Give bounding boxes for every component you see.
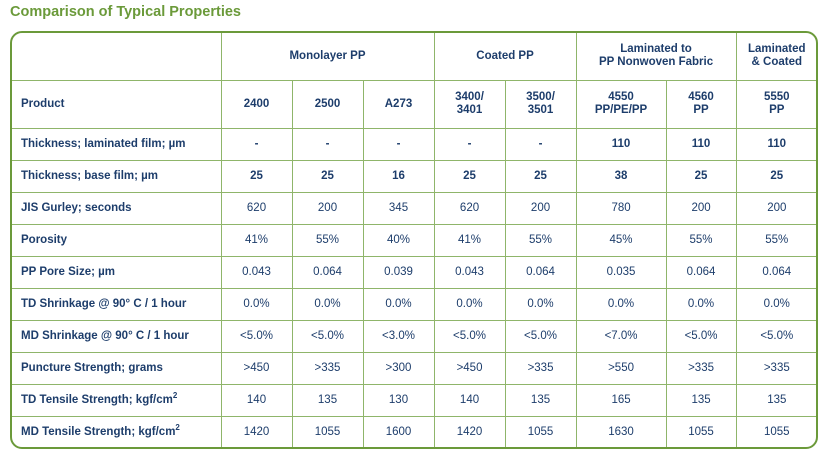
table-cell: 38 <box>576 160 666 192</box>
product-code-line1: 2400 <box>243 97 270 110</box>
table-cell: 0.035 <box>576 256 666 288</box>
table-cell: 1420 <box>434 416 505 448</box>
table-row <box>12 320 817 352</box>
table-cell: 0.064 <box>736 256 817 288</box>
table-cell: 0.0% <box>576 288 666 320</box>
product-code-line1: A273 <box>384 97 413 110</box>
row-label <box>12 352 221 384</box>
table-cell: 0.043 <box>434 256 505 288</box>
group-laminated-coated <box>736 33 817 80</box>
table-cell: 41% <box>221 224 292 256</box>
product-cell <box>434 80 505 128</box>
table-cell: <7.0% <box>576 320 666 352</box>
product-code-line2: PP <box>769 104 785 116</box>
table-cell: 0.064 <box>292 256 363 288</box>
table-cell: - <box>221 128 292 160</box>
table-cell: >450 <box>221 352 292 384</box>
product-row <box>12 80 817 128</box>
product-cell <box>666 80 736 128</box>
table-cell: 25 <box>666 160 736 192</box>
table-row <box>12 256 817 288</box>
table-cell: 0.0% <box>505 288 576 320</box>
unit-superscript: 2 <box>175 422 180 432</box>
product-cell <box>736 80 817 128</box>
table-cell: 55% <box>736 224 817 256</box>
table-cell: <5.0% <box>434 320 505 352</box>
table-cell: >300 <box>363 352 434 384</box>
table-cell: 25 <box>221 160 292 192</box>
table-cell: 130 <box>363 384 434 416</box>
product-cell <box>363 80 434 128</box>
table-cell: 1600 <box>363 416 434 448</box>
table-cell: 0.0% <box>221 288 292 320</box>
table-cell: - <box>292 128 363 160</box>
table-cell: 1055 <box>292 416 363 448</box>
table-cell: >450 <box>434 352 505 384</box>
row-label-text: MD Tensile Strength; kgf/cm <box>21 425 176 438</box>
row-label-text: TD Tensile Strength; kgf/cm <box>21 393 173 406</box>
table-cell: 0.0% <box>292 288 363 320</box>
product-code-line1: 3500/ <box>526 91 555 103</box>
page-title: Comparison of Typical Properties <box>10 4 241 20</box>
table-cell: 200 <box>505 192 576 224</box>
table-cell: 55% <box>666 224 736 256</box>
properties-table <box>12 33 817 448</box>
row-label-text: Thickness; laminated film; µm <box>21 137 186 150</box>
table-row <box>12 192 817 224</box>
table-cell: <5.0% <box>292 320 363 352</box>
row-label <box>12 320 221 352</box>
table-cell: 1420 <box>221 416 292 448</box>
corner-cell <box>12 33 221 80</box>
row-label <box>12 128 221 160</box>
product-code-line1: 3400/ <box>455 91 484 103</box>
row-label-text: TD Shrinkage @ 90° C / 1 hour <box>21 297 187 310</box>
table-cell: 41% <box>434 224 505 256</box>
table-cell: 0.064 <box>666 256 736 288</box>
table-cell: >335 <box>666 352 736 384</box>
table-cell: 0.0% <box>434 288 505 320</box>
table-cell: <5.0% <box>736 320 817 352</box>
table-cell: 135 <box>292 384 363 416</box>
table-cell: 55% <box>292 224 363 256</box>
row-label <box>12 288 221 320</box>
table-cell: 25 <box>736 160 817 192</box>
table-cell: 135 <box>736 384 817 416</box>
table-cell: 0.0% <box>363 288 434 320</box>
table-cell: 1055 <box>505 416 576 448</box>
table-cell: 0.039 <box>363 256 434 288</box>
table-cell: 25 <box>505 160 576 192</box>
table-cell: 0.0% <box>666 288 736 320</box>
row-label <box>12 160 221 192</box>
table-cell: 0.0% <box>736 288 817 320</box>
table-cell: 135 <box>666 384 736 416</box>
table-cell: >550 <box>576 352 666 384</box>
product-code-line1: 2500 <box>314 97 341 110</box>
row-label-text: Porosity <box>21 233 68 246</box>
row-label-text: JIS Gurley; seconds <box>21 201 132 214</box>
table-cell: - <box>505 128 576 160</box>
table-cell: 780 <box>576 192 666 224</box>
row-label-text: PP Pore Size; µm <box>21 265 115 278</box>
row-label-text: Puncture Strength; grams <box>21 361 163 374</box>
table-cell: 0.043 <box>221 256 292 288</box>
table-row <box>12 416 817 448</box>
row-label <box>12 192 221 224</box>
group-coated: Coated PP <box>434 33 576 80</box>
product-code-line2: PP <box>693 104 709 116</box>
group-laminated-coated-line2: & Coated <box>751 56 803 69</box>
product-code-line2: 3401 <box>456 104 483 116</box>
table-cell: <3.0% <box>363 320 434 352</box>
table-cell: 200 <box>736 192 817 224</box>
table-cell: 25 <box>434 160 505 192</box>
group-header-row <box>12 33 817 80</box>
group-laminated <box>576 33 736 80</box>
table-row <box>12 288 817 320</box>
table-row <box>12 384 817 416</box>
table-cell: 110 <box>736 128 817 160</box>
table-cell: 110 <box>666 128 736 160</box>
row-label <box>12 256 221 288</box>
product-cell <box>576 80 666 128</box>
table-cell: - <box>434 128 505 160</box>
product-code-line2: PP/PE/PP <box>594 104 648 116</box>
table-cell: 140 <box>434 384 505 416</box>
table-cell: 45% <box>576 224 666 256</box>
row-label <box>12 384 221 416</box>
table-cell: 345 <box>363 192 434 224</box>
table-cell: 0.064 <box>505 256 576 288</box>
row-label <box>12 416 221 448</box>
product-cell <box>292 80 363 128</box>
table-cell: 140 <box>221 384 292 416</box>
table-cell: 1055 <box>666 416 736 448</box>
table-cell: 165 <box>576 384 666 416</box>
product-cell <box>505 80 576 128</box>
table-cell: 110 <box>576 128 666 160</box>
row-label-text: Thickness; base film; µm <box>21 169 159 182</box>
table-cell: 25 <box>292 160 363 192</box>
table-cell: 1630 <box>576 416 666 448</box>
group-laminated-coated-line1: Laminated <box>748 43 806 56</box>
product-cell <box>221 80 292 128</box>
row-label <box>12 224 221 256</box>
properties-table-frame <box>10 31 818 449</box>
table-cell: >335 <box>505 352 576 384</box>
table-row <box>12 352 817 384</box>
group-laminated-line1: Laminated to <box>620 43 692 56</box>
product-code-line2: 3501 <box>527 104 554 116</box>
table-cell: 55% <box>505 224 576 256</box>
table-cell: - <box>363 128 434 160</box>
table-cell: <5.0% <box>221 320 292 352</box>
table-cell: 620 <box>221 192 292 224</box>
table-cell: <5.0% <box>505 320 576 352</box>
table-row <box>12 224 817 256</box>
table-cell: >335 <box>736 352 817 384</box>
table-cell: <5.0% <box>666 320 736 352</box>
product-label: Product <box>12 80 221 128</box>
table-cell: 620 <box>434 192 505 224</box>
table-cell: 1055 <box>736 416 817 448</box>
table-cell: 200 <box>292 192 363 224</box>
group-monolayer: Monolayer PP <box>221 33 434 80</box>
table-cell: >335 <box>292 352 363 384</box>
product-code-line1: 5550 <box>763 91 790 103</box>
table-cell: 16 <box>363 160 434 192</box>
unit-superscript: 2 <box>172 390 178 400</box>
group-laminated-line2: PP Nonwoven Fabric <box>598 56 714 69</box>
row-label-text: MD Shrinkage @ 90° C / 1 hour <box>21 329 189 342</box>
product-code-line1: 4560 <box>688 91 714 103</box>
product-code-line1: 4550 <box>608 91 634 103</box>
table-cell: 135 <box>505 384 576 416</box>
table-row <box>12 160 817 192</box>
table-row <box>12 128 817 160</box>
table-cell: 40% <box>363 224 434 256</box>
table-cell: 200 <box>666 192 736 224</box>
